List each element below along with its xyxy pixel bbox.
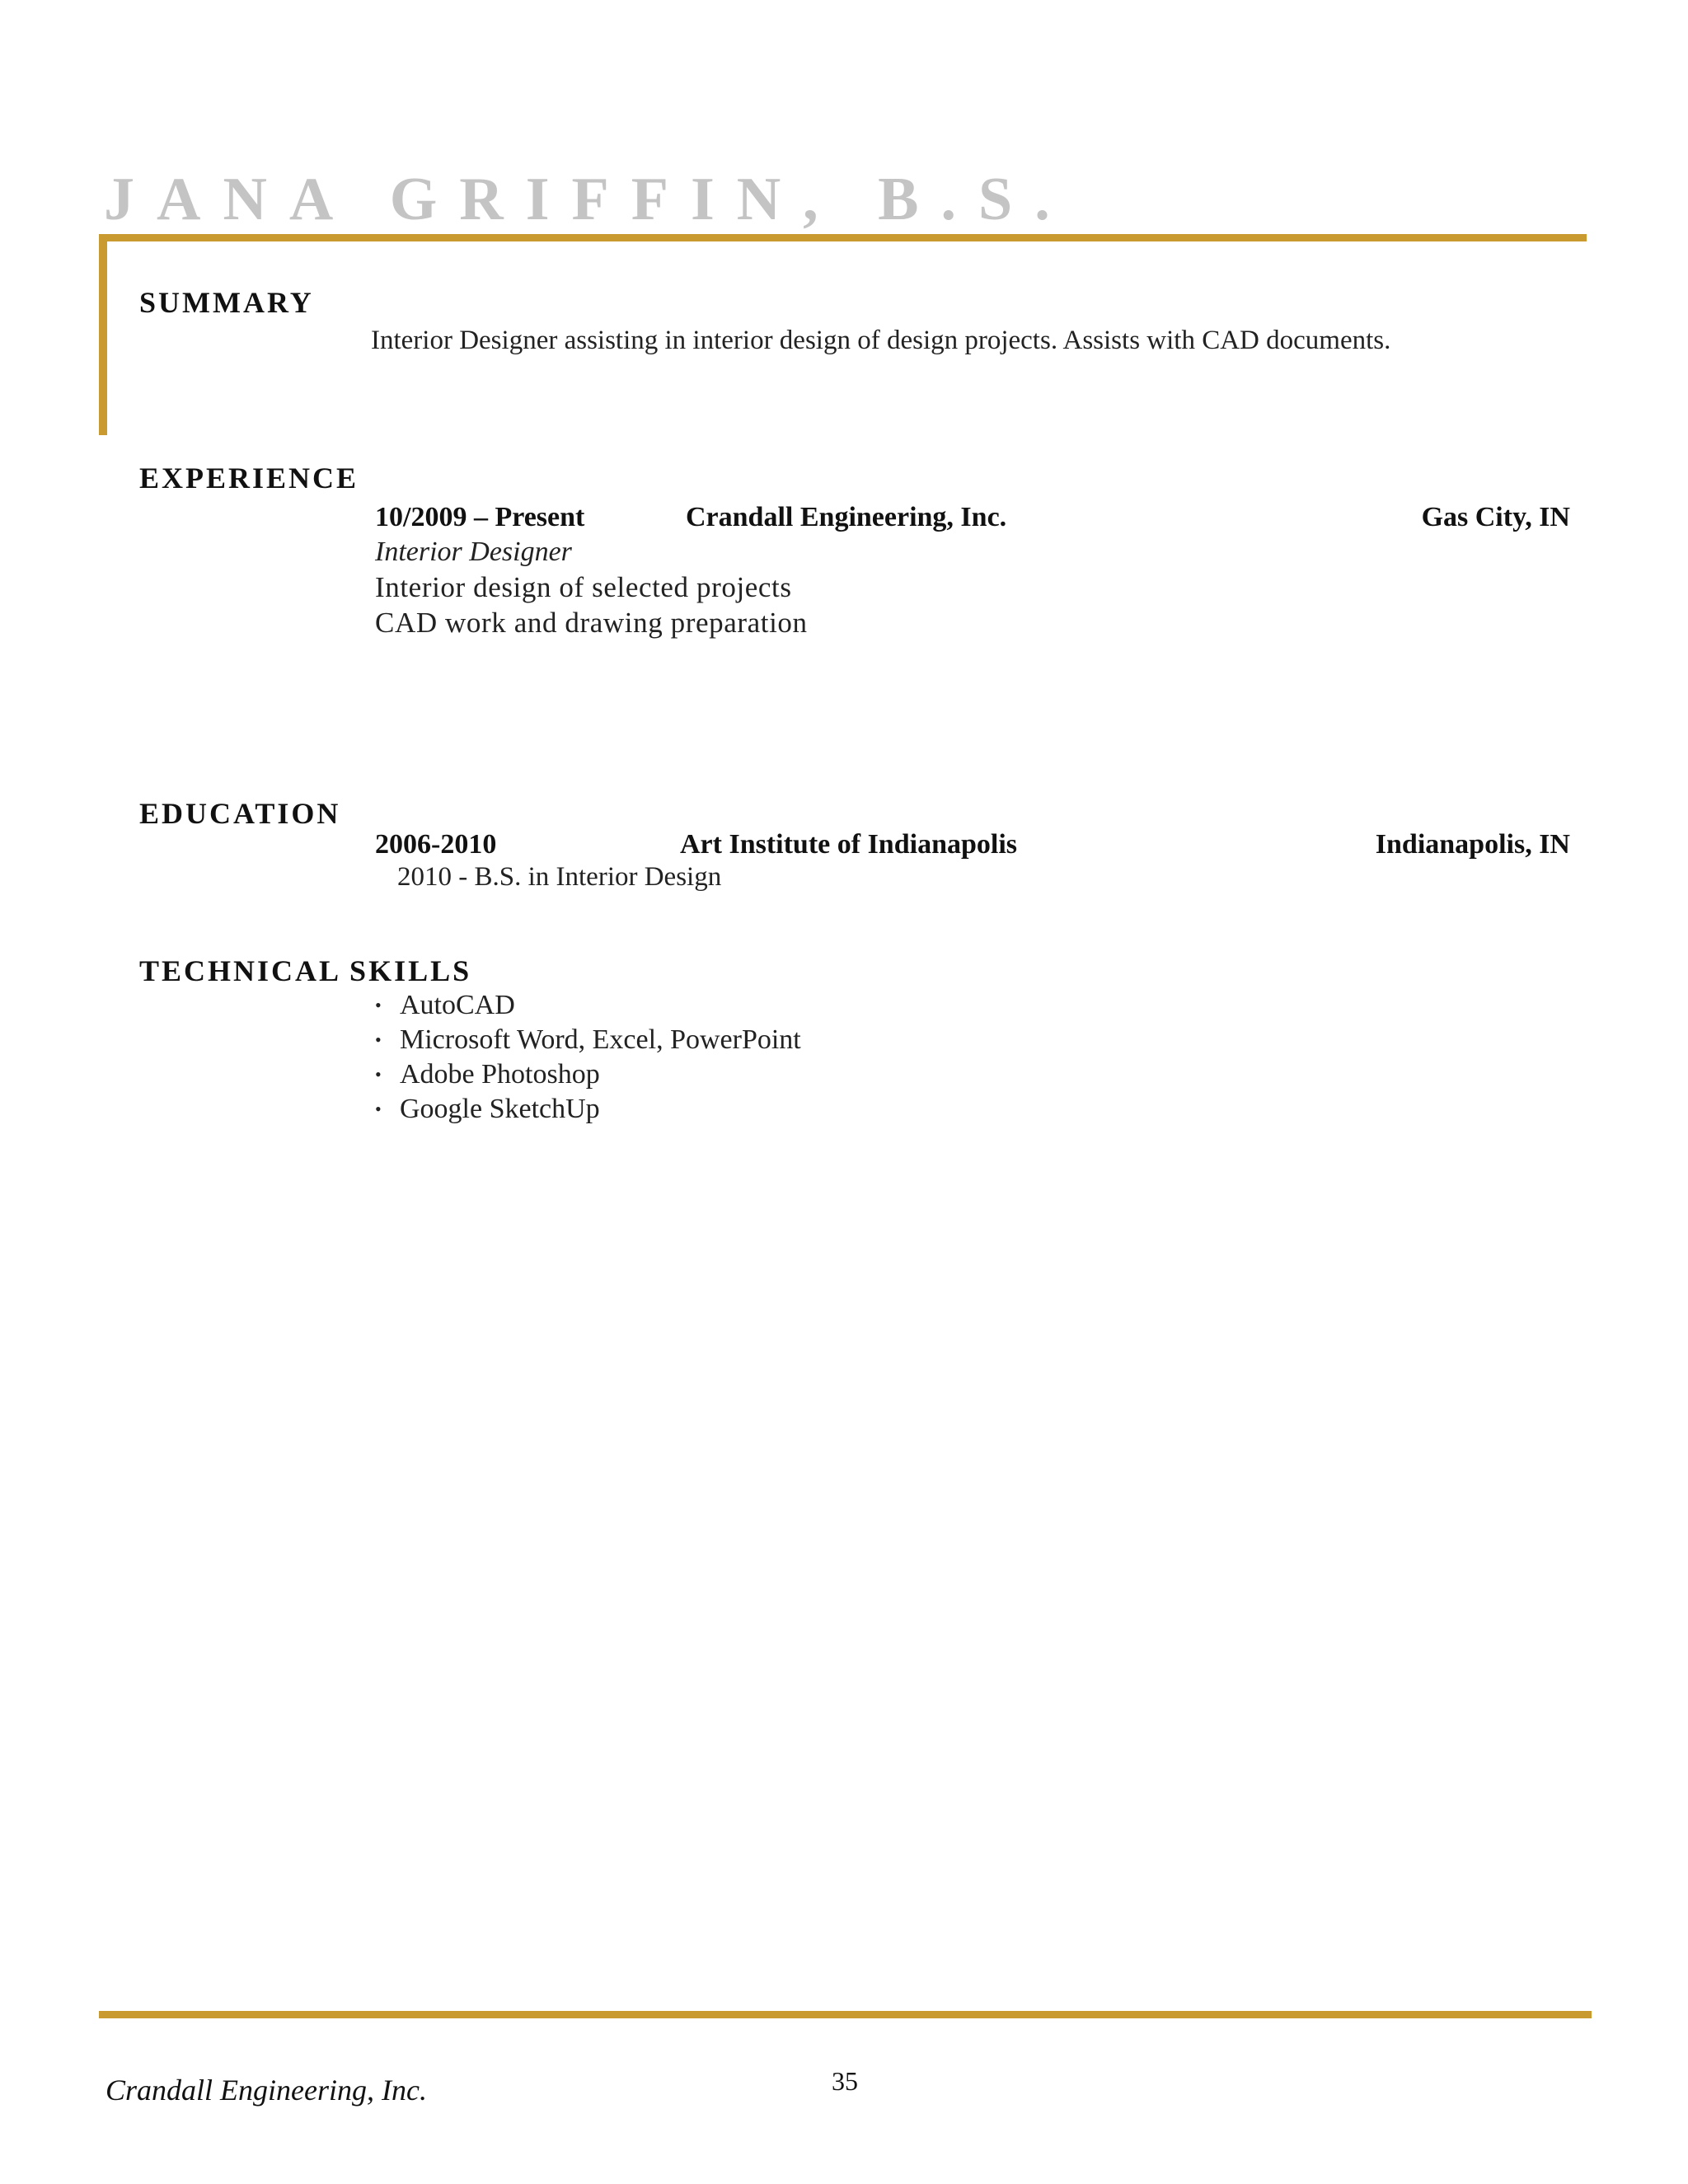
summary-text: Interior Designer assisting in interior design of design projects. Assists with CAD documents. [371,326,1391,355]
education-heading: EDUCATION [139,797,341,830]
skill-label: Microsoft Word, Excel, PowerPoint [400,1024,801,1055]
skill-item [375,988,801,1023]
experience-dates: 10/2009 – Present [375,502,585,532]
page-number: 35 [832,2066,858,2096]
skill-label: Adobe Photoshop [400,1059,600,1090]
skill-label: Google SketchUp [400,1094,600,1124]
experience-company: Crandall Engineering, Inc. [686,502,1007,532]
bullet-icon: • [375,995,382,1015]
header-rule [99,234,1587,241]
education-degree: 2010 - B.S. in Interior Design [397,862,722,892]
skill-item [375,1023,801,1057]
education-dates: 2006-2010 [375,829,497,860]
education-location: Indianapolis, IN [1375,829,1570,860]
experience-heading: EXPERIENCE [139,462,359,494]
skill-item [375,1092,801,1127]
footer-rule [99,2011,1592,2018]
resume-name: JANA GRIFFIN, B.S. [104,166,1072,233]
experience-duty: Interior design of selected projects [375,571,792,603]
experience-location: Gas City, IN [1421,502,1570,532]
bullet-icon: • [375,1064,382,1085]
skill-label: AutoCAD [400,990,515,1020]
footer-company: Crandall Engineering, Inc. [106,2074,427,2107]
skills-heading: TECHNICAL SKILLS [139,954,472,987]
bullet-icon: • [375,1029,382,1050]
header-side-rule [99,234,107,435]
skills-list [375,988,801,1127]
bullet-icon: • [375,1099,382,1119]
experience-duty: CAD work and drawing preparation [375,607,808,639]
summary-heading: SUMMARY [139,286,314,319]
skill-item [375,1057,801,1092]
experience-title: Interior Designer [375,537,572,567]
education-school: Art Institute of Indianapolis [680,829,1018,860]
